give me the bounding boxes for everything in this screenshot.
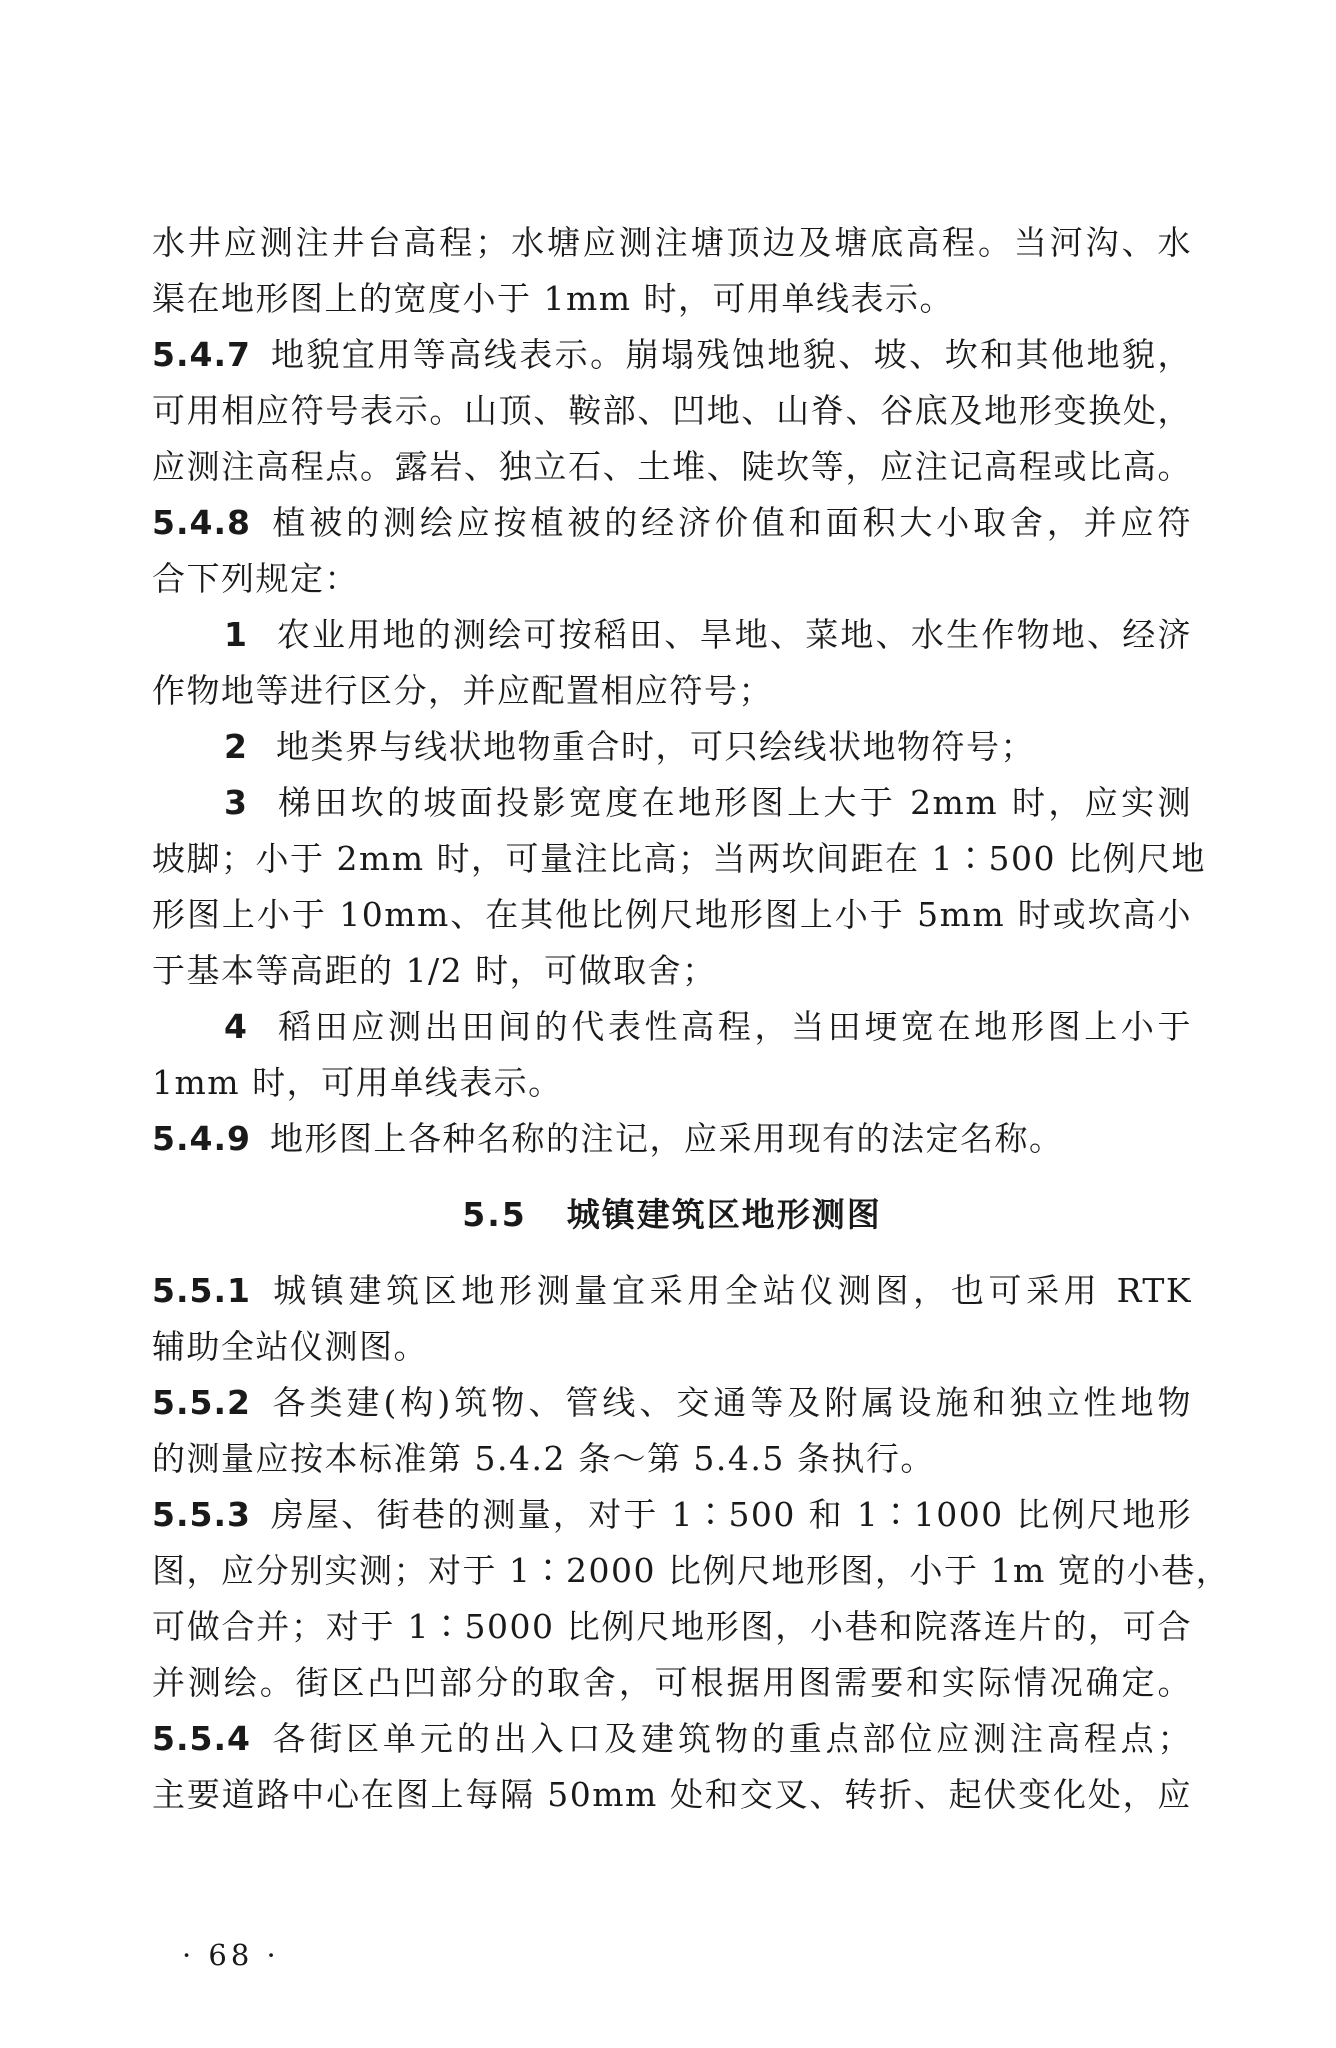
clause-5-5-3 <box>152 1487 1192 1543</box>
clause-text: 城镇建筑区地形测量宜采用全站仪测图，也可采用 RTK <box>270 1271 1192 1310</box>
text-line: 并测绘。街区凸凹部分的取舍，可根据用图需要和实际情况确定。 <box>152 1663 1192 1702</box>
text-line: 于基本等高距的 1/2 时，可做取舍； <box>152 951 717 990</box>
item-number: 1 <box>224 615 249 654</box>
clause-text: 各街区单元的出入口及建筑物的重点部位应测注高程点； <box>270 1719 1192 1758</box>
list-item-4 <box>152 999 1192 1055</box>
text-line: 形图上小于 10mm、在其他比例尺地形图上小于 5mm 时或坎高小 <box>152 895 1192 934</box>
text-line: 水井应测注井台高程；水塘应测注塘顶边及塘底高程。当河沟、水 <box>152 223 1192 262</box>
clause-text: 房屋、街巷的测量，对于 1∶500 和 1∶1000 比例尺地形 <box>270 1495 1192 1534</box>
text-line: 可做合并；对于 1∶5000 比例尺地形图，小巷和院落连片的，可合 <box>152 1607 1192 1646</box>
text-line: 图，应分别实测；对于 1∶2000 比例尺地形图，小于 1m 宽的小巷， <box>152 1551 1231 1590</box>
list-item-3 <box>152 775 1192 831</box>
item-number: 2 <box>224 727 249 766</box>
list-item-2 <box>152 719 1192 775</box>
text-line: 的测量应按本标准第 5.4.2 条～第 5.4.5 条执行。 <box>152 1439 935 1478</box>
clause-5-4-7 <box>152 327 1192 383</box>
item-text: 梯田坎的坡面投影宽度在地形图上大于 2mm 时，应实测 <box>276 783 1192 822</box>
section-heading <box>152 1167 1192 1263</box>
clause-text: 植被的测绘应按植被的经济价值和面积大小取舍，并应符 <box>270 503 1192 542</box>
text-line: 1mm 时，可用单线表示。 <box>152 1063 563 1102</box>
clause-number: 5.4.7 <box>152 335 251 374</box>
text-line: 应测注高程点。露岩、独立石、土堆、陡坎等，应注记高程或比高。 <box>152 447 1192 486</box>
text-line: 合下列规定： <box>152 559 359 598</box>
document-page <box>152 215 1231 1823</box>
clause-number: 5.5.3 <box>152 1495 251 1534</box>
section-title: 城镇建筑区地形测图 <box>566 1195 882 1234</box>
clause-number: 5.4.9 <box>152 1119 251 1158</box>
item-text: 稻田应测出田间的代表性高程，当田埂宽在地形图上小于 <box>276 1007 1192 1046</box>
section-number: 5.5 <box>462 1195 527 1234</box>
item-text: 地类界与线状地物重合时，可只绘线状地物符号； <box>276 727 1035 766</box>
clause-5-4-8 <box>152 495 1192 551</box>
item-text: 农业用地的测绘可按稻田、旱地、菜地、水生作物地、经济 <box>276 615 1192 654</box>
text-line: 可用相应符号表示。山顶、鞍部、凹地、山脊、谷底及地形变换处， <box>152 391 1192 430</box>
list-item-1 <box>152 607 1192 663</box>
text-line: 坡脚；小于 2mm 时，可量注比高；当两坎间距在 1∶500 比例尺地 <box>152 839 1207 878</box>
item-number: 3 <box>224 783 249 822</box>
item-number: 4 <box>224 1007 249 1046</box>
clause-text: 地形图上各种名称的注记，应采用现有的法定名称。 <box>270 1119 1064 1158</box>
clause-text: 地貌宜用等高线表示。崩塌残蚀地貌、坡、坎和其他地貌， <box>270 335 1192 374</box>
clause-5-5-2 <box>152 1375 1192 1431</box>
text-line: 渠在地形图上的宽度小于 1mm 时，可用单线表示。 <box>152 279 955 318</box>
text-line: 主要道路中心在图上每隔 50mm 处和交叉、转折、起伏变化处，应 <box>152 1775 1192 1814</box>
clause-5-4-9 <box>152 1111 1192 1167</box>
clause-5-5-1 <box>152 1263 1192 1319</box>
clause-number: 5.5.4 <box>152 1719 251 1758</box>
clause-number: 5.5.1 <box>152 1271 251 1310</box>
clause-number: 5.4.8 <box>152 503 251 542</box>
page-number: · 68 · <box>182 1938 280 1972</box>
text-line: 辅助全站仪测图。 <box>152 1327 428 1366</box>
clause-5-5-4 <box>152 1711 1192 1767</box>
clause-text: 各类建(构)筑物、管线、交通等及附属设施和独立性地物 <box>270 1383 1192 1422</box>
clause-number: 5.5.2 <box>152 1383 251 1422</box>
text-line: 作物地等进行区分，并应配置相应符号； <box>152 671 773 710</box>
